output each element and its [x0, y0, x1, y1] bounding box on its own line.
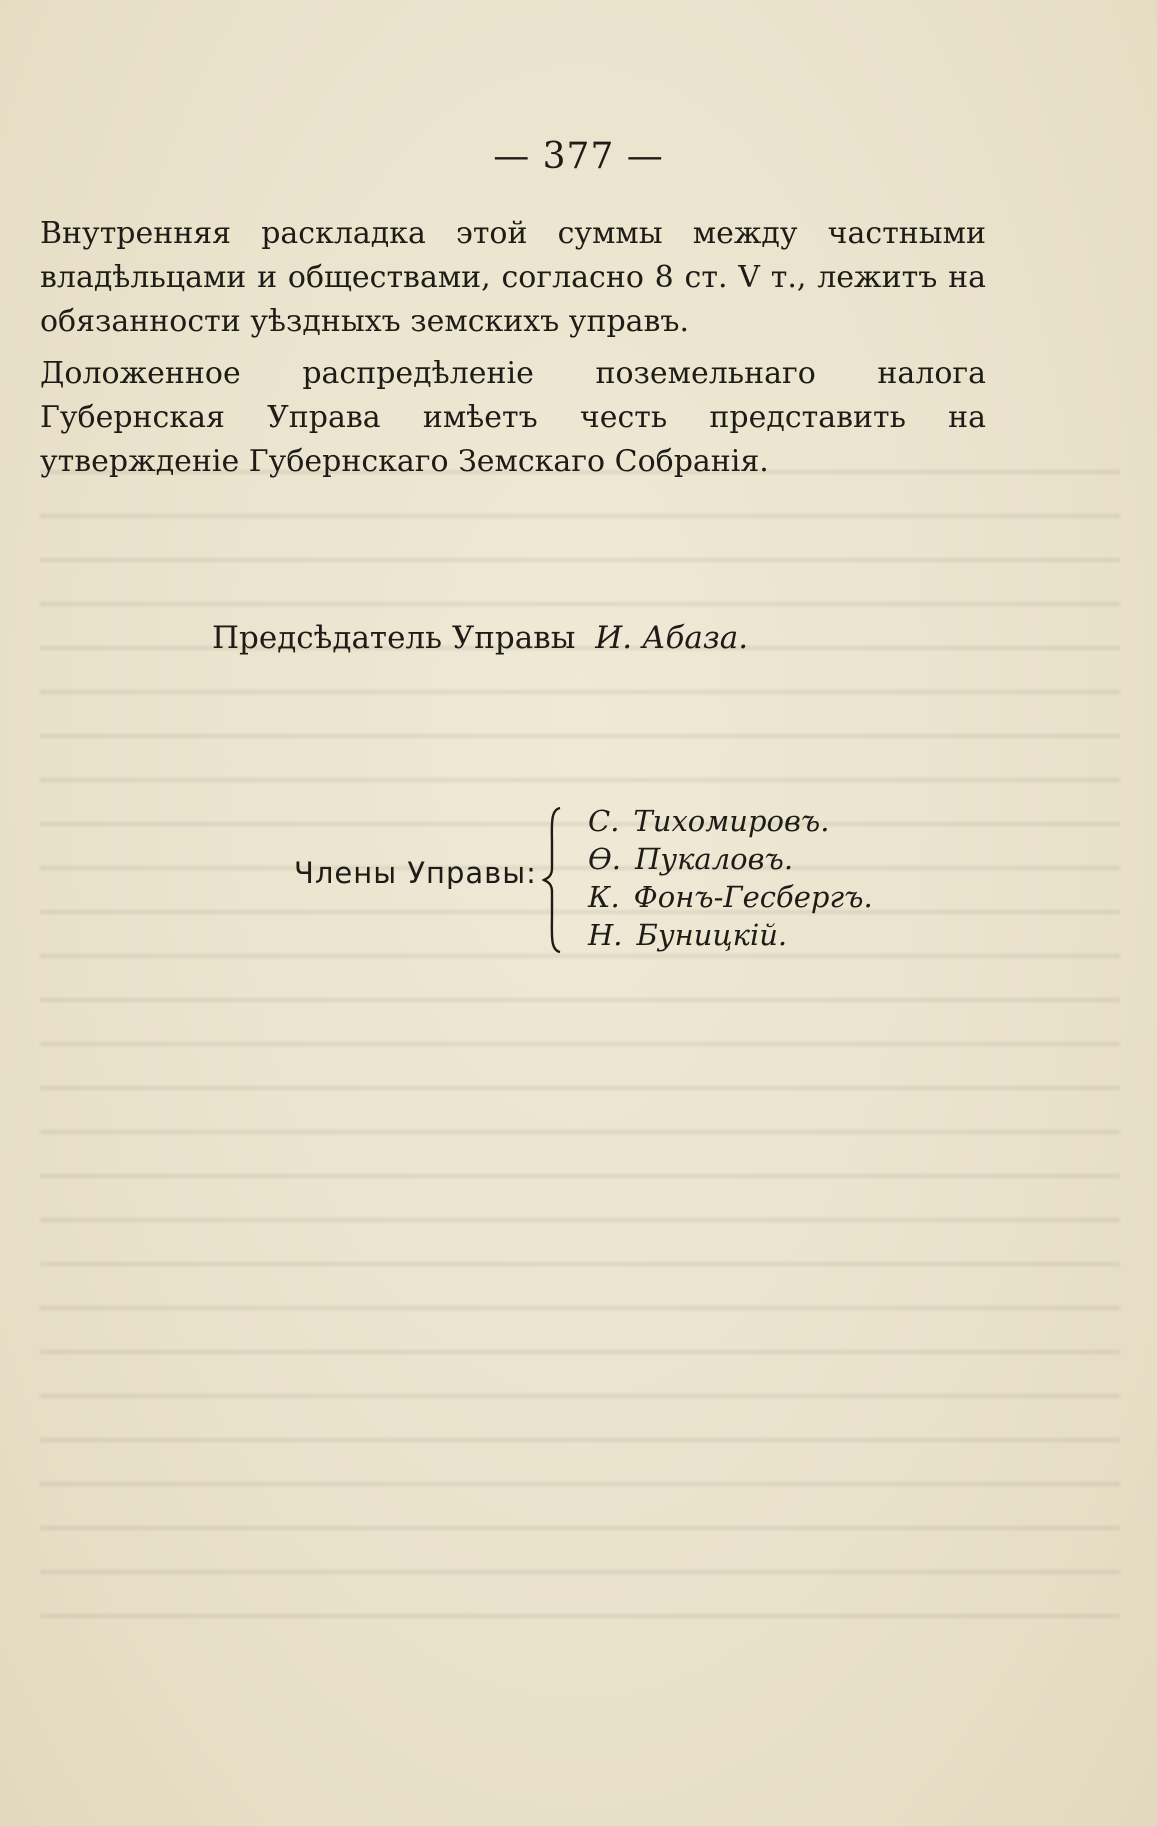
page-number: — 377 — — [493, 136, 664, 177]
member-initial: Н. — [588, 918, 623, 952]
chairman-title: Предсѣдатель Управы — [212, 620, 576, 656]
member-row — [588, 840, 873, 878]
members-list — [588, 802, 873, 954]
chairman-signature-line — [212, 620, 748, 656]
member-initial: С. — [588, 804, 620, 838]
member-surname: Пукаловъ. — [635, 842, 794, 876]
members-label: Члены Управы: — [294, 856, 537, 890]
chairman-name: И. Абаза. — [595, 620, 749, 656]
curly-brace — [542, 806, 566, 954]
member-row — [588, 916, 873, 954]
member-surname: Буницкій. — [636, 918, 788, 952]
member-initial: К. — [588, 880, 620, 914]
member-surname: Тихомировъ. — [633, 804, 830, 838]
member-row — [588, 878, 873, 916]
paragraph-submission: Доложенное распредѣленіе поземельнаго налога Губернская Управа имѣетъ честь представить на утвержденіе Губернскаго Земскаго Собранія. — [40, 356, 986, 479]
paragraph-distribution: Внутренняя раскладка этой суммы между частными владѣльцами и обществами, согласно 8 ст. V т., лежитъ на обязанности уѣздныхъ земскихъ управъ. — [40, 216, 986, 339]
member-row — [588, 802, 873, 840]
member-initial: Ѳ. — [588, 842, 621, 876]
member-surname: Фонъ-Гесбергъ. — [633, 880, 873, 914]
